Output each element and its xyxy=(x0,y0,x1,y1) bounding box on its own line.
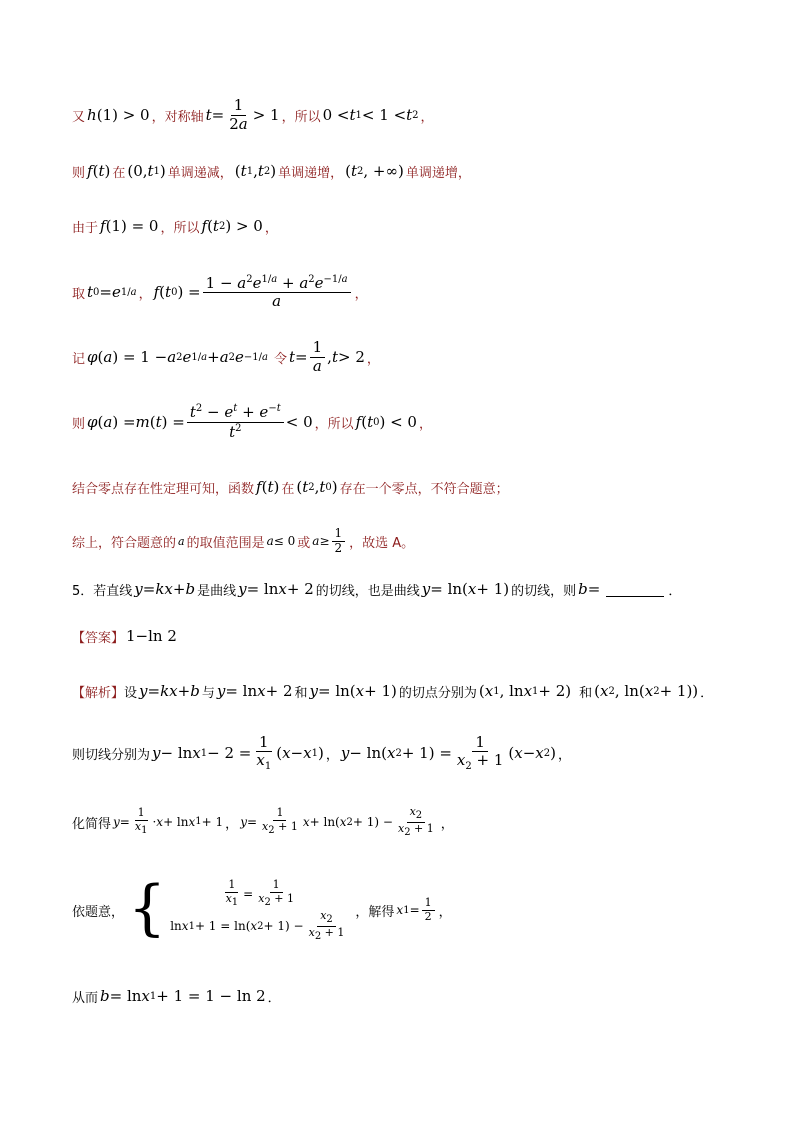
question-5: 5．若直线 y = kx + b 是曲线 y = ln x + 2 的切线，也是曲线 y = ln( x + 1) 的切线，则 b = ． xyxy=(72,580,682,599)
equation-system: { $\frac{1}{x_1}$ = $\frac{1}{x_2 + 1}$ ln x 1 + 1 = ln( x 2 + 1) − $\frac{x_2}{x_2 + 1}$ xyxy=(128,873,345,943)
line-take-t0: 取 t 0 = e 1/a ， f ( t 0 ) = $\frac{1 - a^2e^{1/a} + a^2e^{-1/a}}{a}$ ， xyxy=(72,273,368,310)
formula-h1: h (1) > 0 xyxy=(87,106,150,124)
answer-line: 【答案】 1−ln 2 xyxy=(72,627,177,646)
line-conclusion: 综上，符合题意的 a 的取值范围是 a ≤ 0 或 a ≥ $\frac{1}{2}$ ，故选 A。 xyxy=(72,525,415,555)
formula-axis: t = $\frac{1}{2a}$ > 1 xyxy=(205,96,280,133)
answer-value: 1−ln 2 xyxy=(126,627,177,645)
line-tangent-lines: 则切线分别为 y − ln x 1 − 2 = $\frac{1}{x_1}$ ( x − x 1 ) ， y − ln( x 2 + 1) = $\frac{1}{x_2 + 1}$ ( x − x 2 ) ， xyxy=(72,732,572,772)
line-m-of-t: 则 φ ( a ) = m ( t ) = $\frac{t^2 - e^t + e^{-t}}{t^2}$ < 0 ，所以 f ( t 0 ) < 0 ， xyxy=(72,403,432,441)
line-result: 从而 b = ln x 1 + 1 = 1 − ln 2 ． xyxy=(72,987,281,1006)
line-simplified: 化简得 y = $\frac{1}{x_1}$ · x + ln x 1 + 1 ， y = $\frac{1}{x_2 + 1}$ x + ln( x 2 + 1) − $\frac{x_2}{x_2 + 1}$ ， xyxy=(72,804,454,838)
line-symmetry-axis: 又 h (1) > 0 ，对称轴 t = $\frac{1}{2a}$ > 1 ，所以 0 < t 1 < 1 < t 2 ， xyxy=(72,96,434,133)
analysis-line: 【解析】 设 y = kx + b 与 y = ln x + 2 和 y = ln( x + 1) 的切点分别为 ( x 1 , ln x 1 + 2) 和 ( x 2 , ln( x 2 + 1)) ． xyxy=(72,682,714,701)
formula-t-order: 0 < t 1 < 1 < t 2 xyxy=(322,106,419,124)
line-f1-zero: 由于 f (1) = 0 ，所以 f ( t 2 ) > 0 ， xyxy=(72,217,278,236)
line-monotonic: 则 f ( t ) 在 (0, t 1 ) 单调递减， ( t 1 , t 2 ) 单调递增， ( t 2 , +∞) 单调递增， xyxy=(72,162,471,181)
line-phi-def: 记 φ ( a ) = 1 − a 2 e 1/a + a 2 e −1/a 令 t = $\frac{1}{a}$ , t > 2 ， xyxy=(72,338,380,375)
answer-blank xyxy=(606,582,664,597)
line-zero-theorem: 结合零点存在性定理可知，函数 f ( t ) 在 ( t 2 , t 0 ) 存在一个零点，不符合题意； xyxy=(72,478,509,497)
line-system: 依题意， { $\frac{1}{x_1}$ = $\frac{1}{x_2 + 1}$ ln x 1 + 1 = ln( x 2 + 1) − $\frac{x_2}{x_2 + 1}$ ，解得 x 1 = $\frac{1}{2}$ ， xyxy=(72,873,452,943)
